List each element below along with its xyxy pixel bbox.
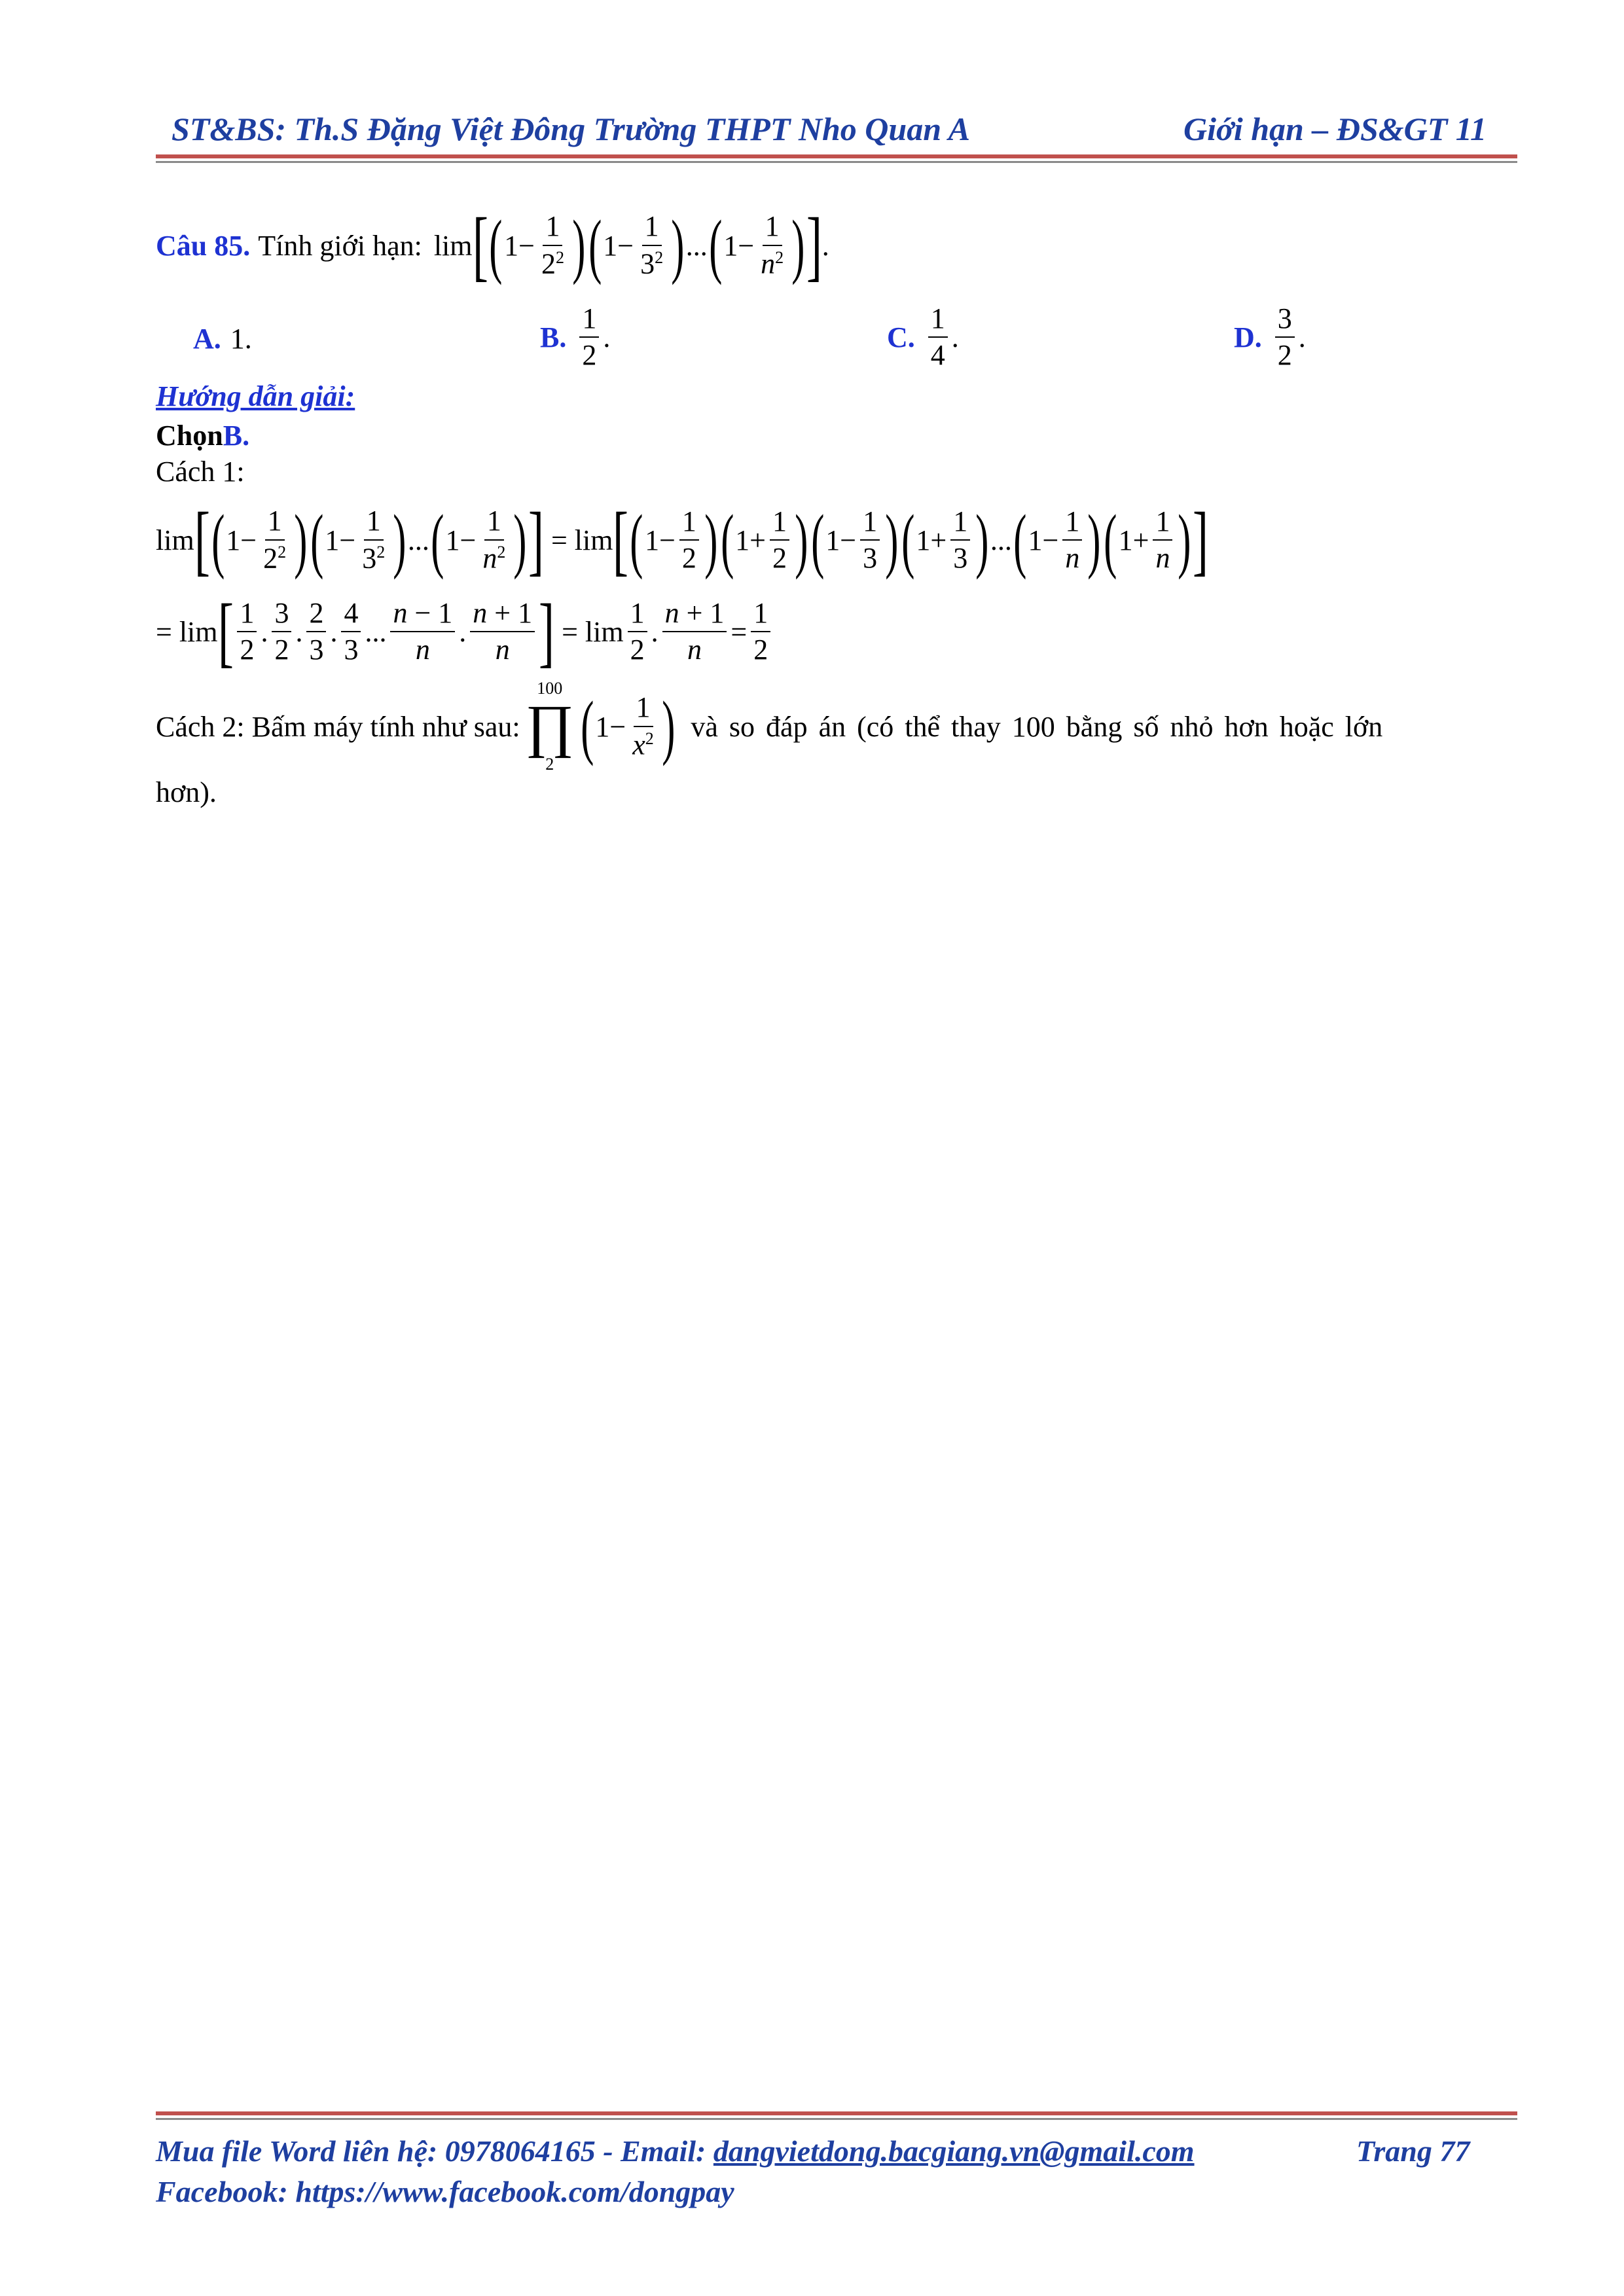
solution-heading-line (156, 376, 355, 416)
footer-email-link[interactable]: dangvietdong.bacgiang.vn@gmail.com (713, 2134, 1195, 2168)
footer-facebook-link[interactable]: Facebook: https://www.facebook.com/dongpay (156, 2175, 734, 2208)
footer-page-number: Trang 77 (1356, 2134, 1470, 2168)
option-b-den: 2 (582, 339, 597, 371)
question-text: Tính giới hạn: (258, 229, 422, 262)
method1-formula-2: = lim [ 1 2 . 3 2 . 2 3 . 4 3 ... n − 1 n . n + 1 n ] = lim 1 2 . n + 1 n = 1 2 (156, 586, 774, 677)
option-b[interactable]: B. $\frac{1}{2}$ . (540, 302, 611, 371)
question-label: Câu 85. (156, 229, 251, 262)
footer-rule (156, 2111, 1517, 2115)
header-left: ST&BS: Th.S Đặng Việt Đông Trường THPT Nho Quan A (171, 111, 970, 147)
lim-label: lim (433, 229, 473, 262)
option-d-label: D. (1234, 321, 1262, 353)
method1-formula-1: lim [ ( 1− 1 $2^2$ ) ( 1− 1 $3^2$ ) ... ( 1− 1 $n^2$ ) ] = lim [ ( 1− 1 2 ) ( 1+ 1 2 ) ( 1− 1 3 ) ( 1+ 1 3 ) ... ( 1− 1 n ) ( 1+ 1 n ) ] (156, 496, 1209, 583)
option-d-num: 3 (1275, 304, 1295, 338)
option-c-label: C. (887, 321, 915, 353)
option-a-value: 1 (230, 322, 245, 355)
header-rule (156, 154, 1517, 158)
option-c-num: 1 (928, 304, 948, 338)
question-line (156, 196, 829, 295)
choose-line (156, 416, 249, 455)
option-c-den: 4 (930, 339, 945, 371)
option-c[interactable]: C. $\frac{1}{4}$ . (887, 302, 959, 371)
footer-contact (156, 2134, 1195, 2168)
product-symbol: 100 ∏ 2 (525, 679, 574, 774)
product-upper: 100 (537, 679, 563, 698)
option-a[interactable]: A. 1 . (193, 322, 252, 355)
option-b-label: B. (540, 321, 567, 353)
option-d[interactable]: D. $\frac{3}{2}$ . (1234, 302, 1306, 371)
header-rule-thin (156, 161, 1517, 163)
option-a-label: A. (193, 322, 221, 355)
method1-label: Cách 1: (156, 455, 245, 488)
question-formula: lim [ ( 1− 1 $2^2$ ) ( 1− 1 $3^2$ ) ... ( 1− 1 $n^2$ ) ] . (433, 202, 829, 289)
choose-answer: B. (223, 419, 250, 452)
method2-after: và so đáp án (có thể thay 100 bằng số nhỏ hơn hoặc lớn (691, 710, 1383, 743)
solution-heading: Hướng dẫn giải: (156, 380, 355, 412)
choose-prefix: Chọn (156, 419, 223, 452)
option-d-den: 2 (1277, 339, 1292, 371)
method2-end: hơn). (156, 776, 217, 808)
method2-line: Cách 2: Bấm máy tính như sau: 100 ∏ 2 ( 1− 1 $x^2$ ) và so đáp án (có thể thay 100 bằng số nhỏ hơn hoặc lớn (156, 679, 1383, 774)
footer-contact-prefix: Mua file Word liên hệ: 0978064165 - Email: (156, 2134, 713, 2168)
option-b-num: 1 (579, 304, 599, 338)
product-lower: 2 (545, 755, 554, 774)
footer-rule-thin (156, 2118, 1517, 2120)
header-right: Giới hạn – ĐS&GT 11 (1183, 111, 1487, 147)
method2-text: Cách 2: Bấm máy tính như sau: (156, 710, 520, 743)
